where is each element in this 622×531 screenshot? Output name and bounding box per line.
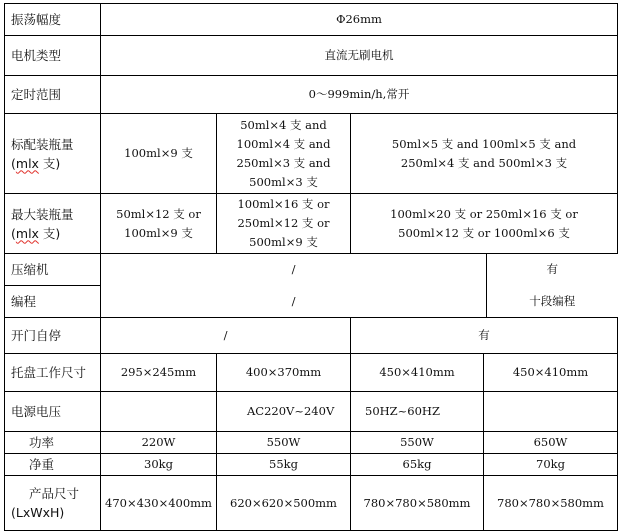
net-weight-label: 净重: [5, 454, 101, 476]
timer-value: 0～999min/h,常开: [101, 76, 618, 114]
tray-size-model3: 450×410mm: [351, 354, 484, 392]
row-power: [5, 432, 618, 454]
unit-spellcheck-mark: mlx: [15, 155, 39, 171]
motor-label: 电机类型: [5, 36, 101, 76]
standard-capacity-model2-line: 50ml×4 支 and: [240, 117, 327, 132]
row-net-weight: [5, 454, 618, 476]
door-stop-none: /: [101, 318, 351, 354]
tray-size-model4: 450×410mm: [484, 354, 618, 392]
power-supply-label: 电源电压: [5, 392, 101, 432]
row-compressor: [5, 254, 618, 286]
row-door-stop: [5, 318, 618, 354]
spec-table: [4, 3, 618, 531]
max-capacity-model2-line: 250ml×12 支 or: [237, 216, 330, 230]
row-standard-capacity: [5, 114, 618, 194]
max-capacity-model2: [217, 194, 351, 254]
compressor-none: /: [101, 254, 487, 286]
standard-capacity-model2-line: 250ml×3 支 and: [236, 155, 331, 170]
max-capacity-label: [5, 194, 101, 254]
standard-capacity-model2-line: 100ml×4 支 and: [236, 136, 331, 151]
tray-size-model2: 400×370mm: [217, 354, 351, 392]
row-motor: [5, 36, 618, 76]
product-size-model4: 780×780×580mm: [484, 476, 618, 531]
product-size-model2: 620×620×500mm: [217, 476, 351, 531]
programming-ten-stage: 十段编程: [529, 293, 576, 308]
standard-capacity-model34-line: 50ml×5 支 and 100ml×5 支 and: [391, 136, 577, 151]
compressor-yes: 有: [546, 262, 558, 277]
standard-capacity-model1: 100ml×9 支: [101, 114, 217, 194]
power-model1: 220W: [101, 432, 217, 454]
standard-capacity-model34-line: 250ml×4 支 and 500ml×3 支: [400, 155, 568, 170]
product-size-label-line1: 产品尺寸: [29, 486, 80, 501]
max-capacity-model1-line: 100ml×9 支: [124, 225, 193, 240]
standard-capacity-label-line1: 标配装瓶量: [11, 136, 74, 152]
standard-capacity-label-line2: (mlx 支): [11, 155, 61, 171]
tray-size-label: 托盘工作尺寸: [5, 354, 101, 392]
max-capacity-model2-line: 500ml×9 支: [249, 235, 318, 249]
power-model4: 650W: [484, 432, 618, 454]
max-capacity-model2-line: 100ml×16 支 or: [237, 197, 330, 211]
max-capacity-model1: [101, 194, 217, 254]
compressor-label: 压缩机: [5, 254, 101, 286]
row-power-supply: [5, 392, 618, 432]
product-size-model3: 780×780×580mm: [351, 476, 484, 531]
row-timer: [5, 76, 618, 114]
timer-label: 定时范围: [5, 76, 101, 114]
power-label: 功率: [5, 432, 101, 454]
row-max-capacity: [5, 194, 618, 254]
net-weight-model1: 30kg: [101, 454, 217, 476]
max-capacity-label-line2: (mlx 支): [11, 225, 61, 241]
power-supply-frequency: 50HZ~60HZ: [351, 392, 484, 432]
product-size-label-line2: (LxWxH): [11, 505, 65, 520]
row-programming: [5, 286, 618, 318]
standard-capacity-model34: [351, 114, 618, 194]
programming-none: /: [101, 286, 487, 318]
net-weight-model4: 70kg: [484, 454, 618, 476]
net-weight-model3: 65kg: [351, 454, 484, 476]
amplitude-label: 振荡幅度: [5, 4, 101, 36]
max-capacity-model34: [351, 194, 618, 254]
standard-capacity-label: [5, 114, 101, 194]
max-capacity-model1-line: 50ml×12 支 or: [116, 206, 201, 221]
max-capacity-model34-line: 500ml×12 支 or 1000ml×6 支: [398, 225, 570, 240]
door-stop-yes: 有: [351, 318, 618, 354]
product-size-label: [5, 476, 101, 531]
motor-value: 直流无刷电机: [101, 36, 618, 76]
tray-size-model1: 295×245mm: [101, 354, 217, 392]
programming-label: 编程: [5, 286, 101, 318]
net-weight-model2: 55kg: [217, 454, 351, 476]
max-capacity-label-line1: 最大装瓶量: [11, 206, 74, 222]
amplitude-value: Φ26mm: [101, 4, 618, 36]
row-amplitude: [5, 4, 618, 36]
max-capacity-model34-line: 100ml×20 支 or 250ml×16 支 or: [390, 206, 578, 221]
row-product-size: [5, 476, 618, 531]
product-size-model1: 470×430×400mm: [101, 476, 217, 531]
power-model2: 550W: [217, 432, 351, 454]
standard-capacity-model2: [217, 114, 351, 194]
row-tray-size: [5, 354, 618, 392]
unit-spellcheck-mark: mlx: [15, 225, 39, 241]
power-model3: 550W: [351, 432, 484, 454]
door-stop-label: 开门自停: [5, 318, 101, 354]
power-supply-voltage: AC220V~240V: [217, 392, 351, 432]
standard-capacity-model2-line: 500ml×3 支: [249, 174, 318, 189]
